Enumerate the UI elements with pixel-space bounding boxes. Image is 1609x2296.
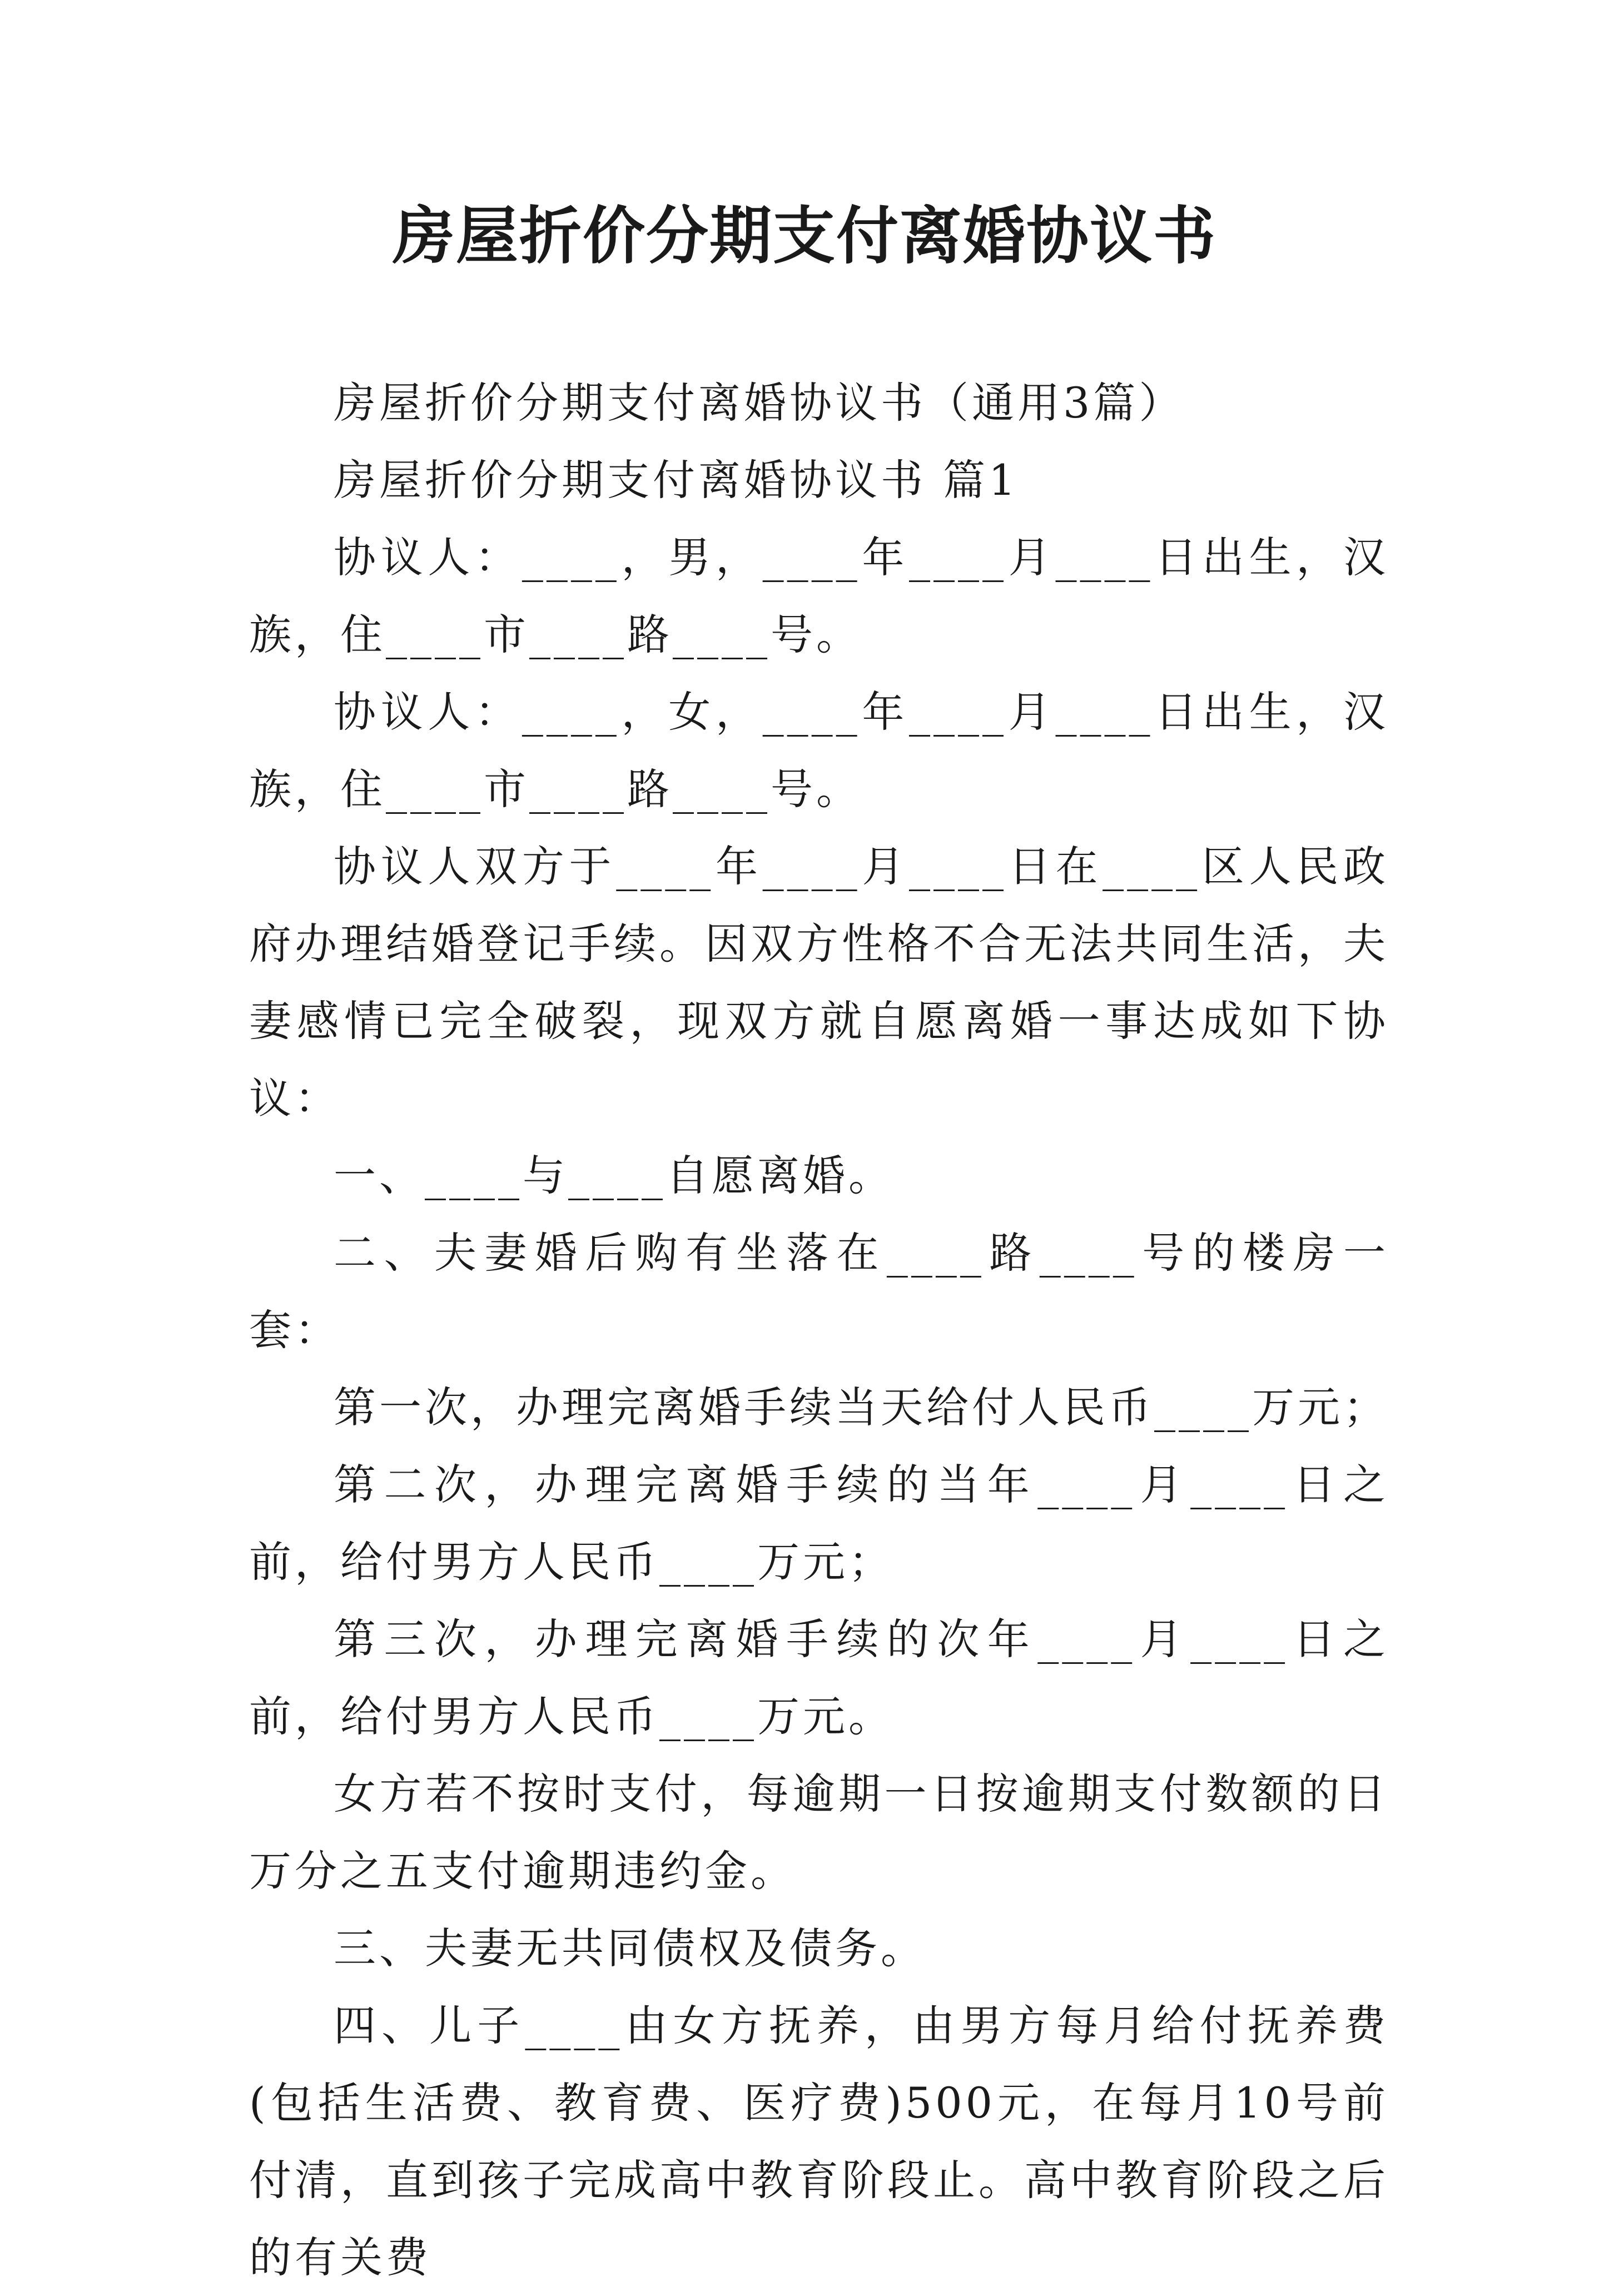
paragraph-subtitle: 房屋折价分期支付离婚协议书（通用3篇） xyxy=(334,378,1185,428)
paragraph-clause-4: 四、儿子____由女方抚养，由男方每月给付抚养费(包括生活费、教育费、医疗费)500元，在每月10号前付清，直到孩子完成高中教育阶段止。高中教育阶段之后的有关费 xyxy=(249,2001,1389,2282)
paragraph-clause-1: 一、____与____自愿离婚。 xyxy=(334,1151,894,1200)
paragraph-party-male: 协议人：____，男，____年____月____日出生，汉族，住____市____路____号。 xyxy=(249,533,1389,659)
paragraph-clause-3: 三、夫妻无共同债权及债务。 xyxy=(334,1924,926,1973)
document-body xyxy=(249,364,1389,2296)
paragraph-section-heading: 房屋折价分期支付离婚协议书 篇1 xyxy=(334,455,1019,505)
paragraph-payment-2: 第二次，办理完离婚手续的当年____月____日之前，给付男方人民币____万元； xyxy=(249,1460,1389,1587)
paragraph-payment-3: 第三次，办理完离婚手续的次年____月____日之前，给付男方人民币____万元。 xyxy=(249,1614,1389,1741)
document-title: 房屋折价分期支付离婚协议书 xyxy=(393,200,1216,272)
paragraph-payment-1: 第一次，办理完离婚手续当天给付人民币____万元； xyxy=(334,1383,1389,1432)
paragraph-preamble: 协议人双方于____年____月____日在____区人民政府办理结婚登记手续。因双方性格不合无法共同生活，夫妻感情已完全破裂，现双方就自愿离婚一事达成如下协议： xyxy=(249,842,1389,1123)
paragraph-penalty: 女方若不按时支付，每逾期一日按逾期支付数额的日万分之五支付逾期违约金。 xyxy=(249,1769,1389,1896)
paragraph-clause-2: 二、夫妻婚后购有坐落在____路____号的楼房一套： xyxy=(249,1228,1389,1355)
paragraph-party-female: 协议人：____，女，____年____月____日出生，汉族，住____市____路____号。 xyxy=(249,687,1389,814)
